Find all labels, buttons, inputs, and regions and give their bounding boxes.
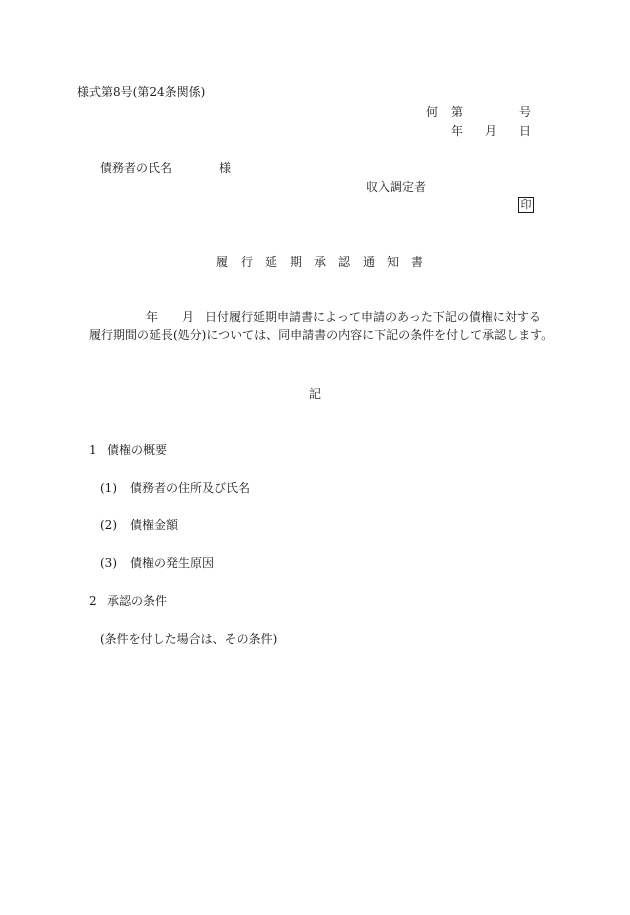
date-month: 月	[485, 124, 498, 138]
doc-number-prefix: 何	[426, 105, 439, 119]
section1-heading: 債権の概要	[107, 443, 168, 457]
item2-number: (2)	[100, 518, 117, 532]
date-year: 年	[451, 124, 464, 138]
title-char-5: 承	[314, 255, 327, 269]
title-char-7: 通	[363, 255, 376, 269]
title-char-8: 知	[387, 255, 400, 269]
title-char-1: 履	[216, 255, 229, 269]
doc-number-dai: 第	[451, 105, 464, 119]
date-day: 日	[519, 124, 532, 138]
item3-text: 債権の発生原因	[130, 556, 215, 570]
seal-mark: 印	[518, 197, 534, 213]
section2-note: (条件を付した場合は、その条件)	[100, 632, 278, 646]
addressee-honorific: 様	[219, 161, 232, 175]
section2-heading: 承認の条件	[107, 594, 168, 608]
issuer-label: 収入調定者	[366, 180, 427, 194]
ki-mark: 記	[309, 387, 322, 401]
title-char-2: 行	[241, 255, 254, 269]
body-year: 年	[146, 310, 159, 324]
item1-text: 債務者の住所及び氏名	[130, 481, 251, 495]
body-line2: 履行期間の延長(処分)については、同申請書の内容に下記の条件を付して承認します。	[89, 328, 554, 342]
body-line1: 日付履行延期申請書によって申請のあった下記の債権に対する	[205, 310, 541, 324]
body-month: 月	[182, 310, 195, 324]
doc-number-go: 号	[519, 105, 532, 119]
title-char-4: 期	[290, 255, 303, 269]
addressee-label: 債務者の氏名	[100, 161, 173, 175]
section1-number: 1	[89, 443, 97, 457]
item1-number: (1)	[100, 481, 117, 495]
title-char-9: 書	[411, 255, 424, 269]
item3-number: (3)	[100, 556, 117, 570]
section2-number: 2	[89, 594, 97, 608]
form-id: 様式第8号(第24条関係)	[77, 85, 206, 99]
item2-text: 債権金額	[130, 518, 179, 532]
title-char-3: 延	[265, 255, 278, 269]
title-char-6: 認	[338, 255, 351, 269]
